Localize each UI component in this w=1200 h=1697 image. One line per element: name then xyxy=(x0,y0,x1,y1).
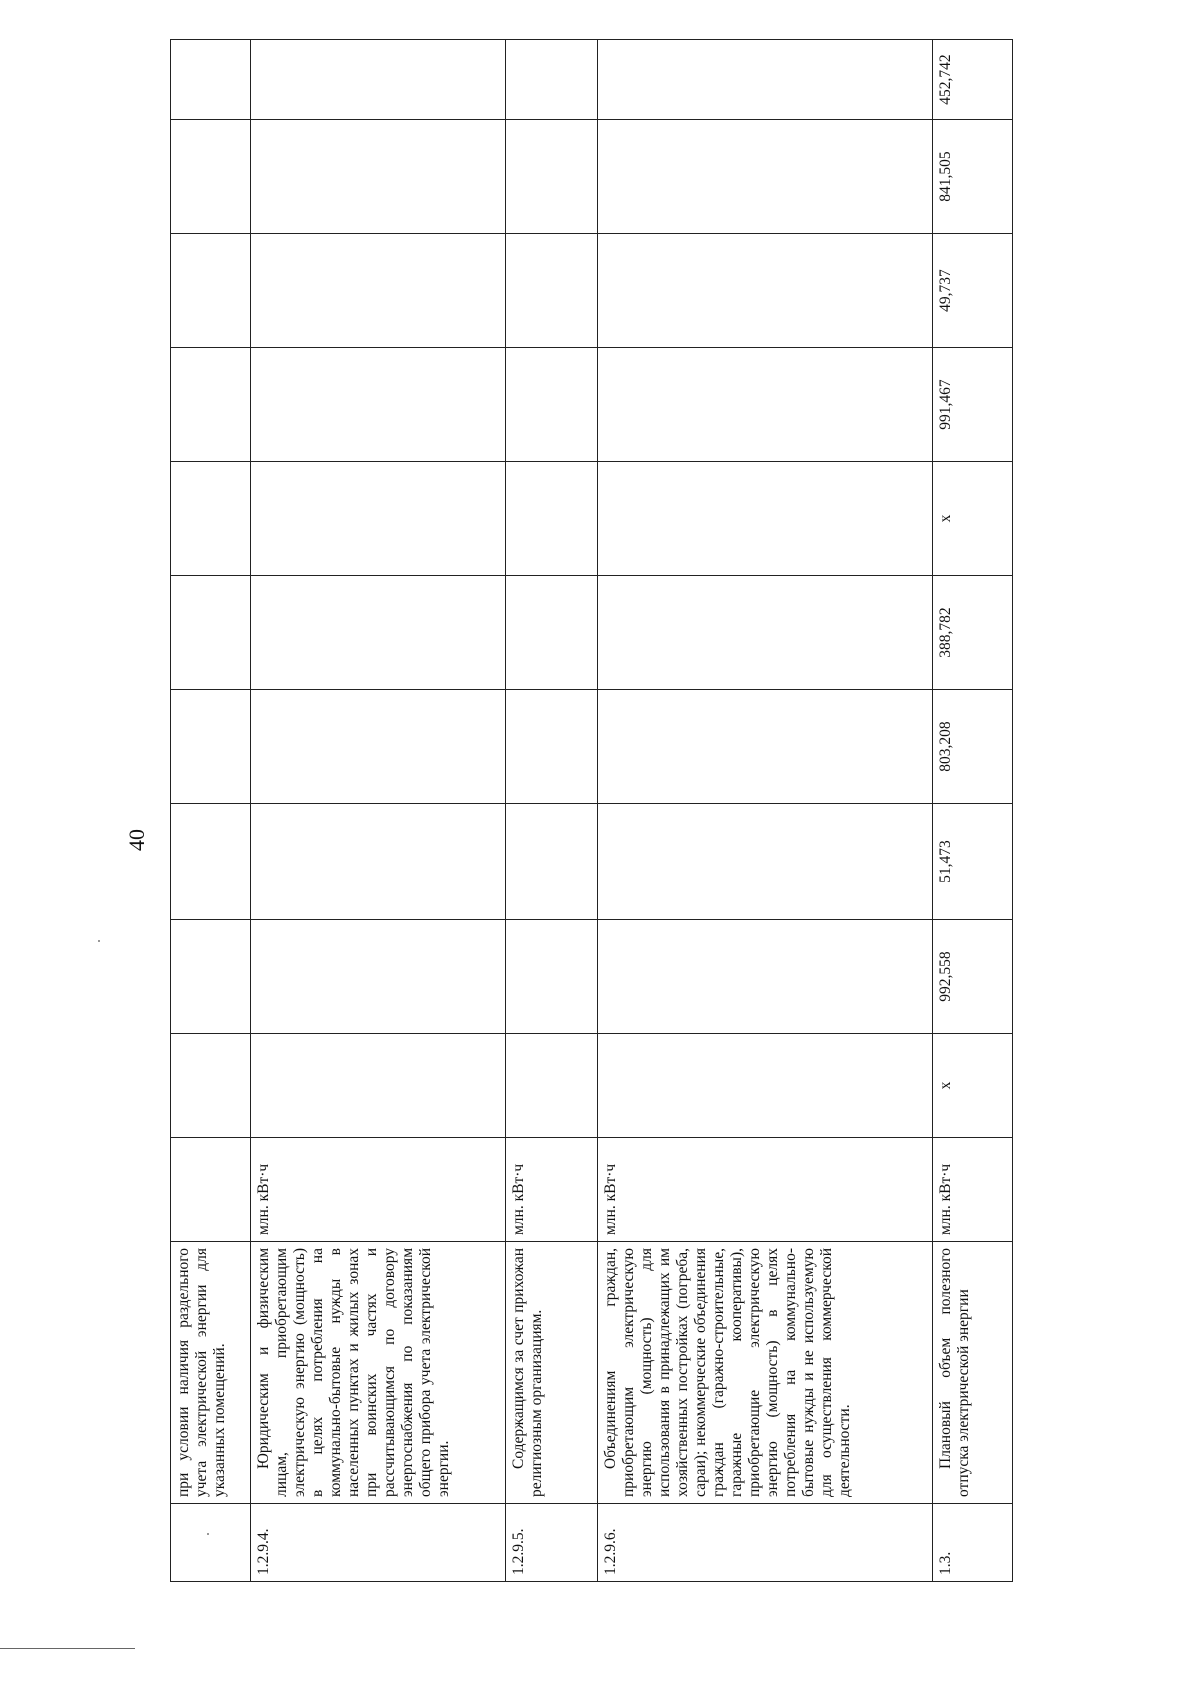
description-text: Плановый объем полезного отпуска электрической энергии xyxy=(937,1248,972,1497)
value-cell: 841,505 xyxy=(933,120,1013,234)
value-cell xyxy=(506,804,598,920)
description-cell xyxy=(598,1242,933,1504)
scan-artifact-line xyxy=(0,1648,135,1649)
value-cell xyxy=(251,804,506,920)
row-number-cell: 1.2.9.6. xyxy=(598,1504,933,1582)
value-cell xyxy=(171,120,251,234)
unit-cell: млн. кВт·ч xyxy=(598,1138,933,1242)
value-cell xyxy=(171,690,251,804)
table-body xyxy=(171,40,1013,1582)
value-cell xyxy=(598,462,933,576)
value-cell xyxy=(171,234,251,348)
value-cell xyxy=(506,690,598,804)
value-cell xyxy=(598,690,933,804)
value-cell xyxy=(506,462,598,576)
value-cell xyxy=(598,120,933,234)
unit-cell: млн. кВт·ч xyxy=(251,1138,506,1242)
row-number-cell: 1.2.9.5. xyxy=(506,1504,598,1582)
value-cell: 803,208 xyxy=(933,690,1013,804)
value-cell xyxy=(251,920,506,1034)
value-cell xyxy=(598,40,933,120)
value-cell xyxy=(251,40,506,120)
value-cell xyxy=(598,234,933,348)
value-cell xyxy=(506,234,598,348)
value-cell: 388,782 xyxy=(933,576,1013,690)
table-row xyxy=(506,40,598,1582)
value-cell: 452,742 xyxy=(933,40,1013,120)
table-row xyxy=(171,40,251,1582)
value-cell xyxy=(171,1034,251,1138)
row-number-cell: 1.2.9.4. xyxy=(251,1504,506,1582)
value-cell: 49,737 xyxy=(933,234,1013,348)
description-text: Объединениям граждан, приобретающим электрическую энергию (мощность) для использования в принадлежащих им хозяйственных постройках (погреба, сараи); некоммерческие объединения граждан (гаражно-строительные, гаражные кооперативы), приобретающие электрическую энергию (мощность) в целях потребления на коммунально-бытовые нужды и не используемую для осуществления коммерческой деятельности. xyxy=(602,1248,853,1497)
value-cell: 51,473 xyxy=(933,804,1013,920)
table-row xyxy=(598,40,933,1582)
scan-artifact-dot xyxy=(98,940,100,942)
value-cell xyxy=(171,462,251,576)
value-cell xyxy=(251,576,506,690)
value-cell xyxy=(251,234,506,348)
value-cell xyxy=(171,804,251,920)
value-cell xyxy=(171,40,251,120)
value-cell xyxy=(506,576,598,690)
value-cell xyxy=(506,120,598,234)
value-cell xyxy=(506,40,598,120)
value-cell: x xyxy=(933,462,1013,576)
table-row xyxy=(933,40,1013,1582)
value-cell xyxy=(251,1034,506,1138)
table-frame xyxy=(170,54,1048,1582)
unit-cell: млн. кВт·ч xyxy=(506,1138,598,1242)
value-cell xyxy=(506,348,598,462)
value-cell xyxy=(598,1034,933,1138)
description-cell xyxy=(171,1242,251,1504)
description-text: Юридическим и физическим лицам, приобретающим электрическую энергию (мощность) в целях потребления на коммунально-бытовые нужды в населенных пунктах и жилых зонах при воинских частях и рассчитывающимся по договору энергоснабжения по показаниям общего прибора учета электрической энергии. xyxy=(255,1248,452,1497)
value-cell xyxy=(506,920,598,1034)
value-cell xyxy=(251,348,506,462)
value-cell xyxy=(251,120,506,234)
value-cell xyxy=(251,462,506,576)
row-number-cell xyxy=(171,1504,251,1582)
value-cell xyxy=(171,920,251,1034)
value-cell xyxy=(506,1034,598,1138)
description-text: при условии наличия раздельного учета электрической энергии для указанных помещений. xyxy=(175,1248,228,1497)
value-cell xyxy=(598,576,933,690)
rotated-table-container xyxy=(170,54,1048,1582)
value-cell: 992,558 xyxy=(933,920,1013,1034)
row-number-cell: 1.3. xyxy=(933,1504,1013,1582)
value-cell xyxy=(598,920,933,1034)
value-cell: x xyxy=(933,1034,1013,1138)
description-cell xyxy=(251,1242,506,1504)
table-row xyxy=(251,40,506,1582)
tariff-volume-table xyxy=(170,39,1013,1582)
value-cell xyxy=(598,804,933,920)
page-number: 40 xyxy=(124,829,149,851)
value-cell xyxy=(251,690,506,804)
description-cell xyxy=(933,1242,1013,1504)
unit-cell: млн. кВт·ч xyxy=(933,1138,1013,1242)
value-cell xyxy=(171,348,251,462)
unit-cell xyxy=(171,1138,251,1242)
scan-artifact-dot xyxy=(207,1533,209,1535)
description-cell xyxy=(506,1242,598,1504)
value-cell: 991,467 xyxy=(933,348,1013,462)
value-cell xyxy=(598,348,933,462)
description-text: Содержащимся за счет прихожан религиозным организациям. xyxy=(510,1248,545,1497)
value-cell xyxy=(171,576,251,690)
